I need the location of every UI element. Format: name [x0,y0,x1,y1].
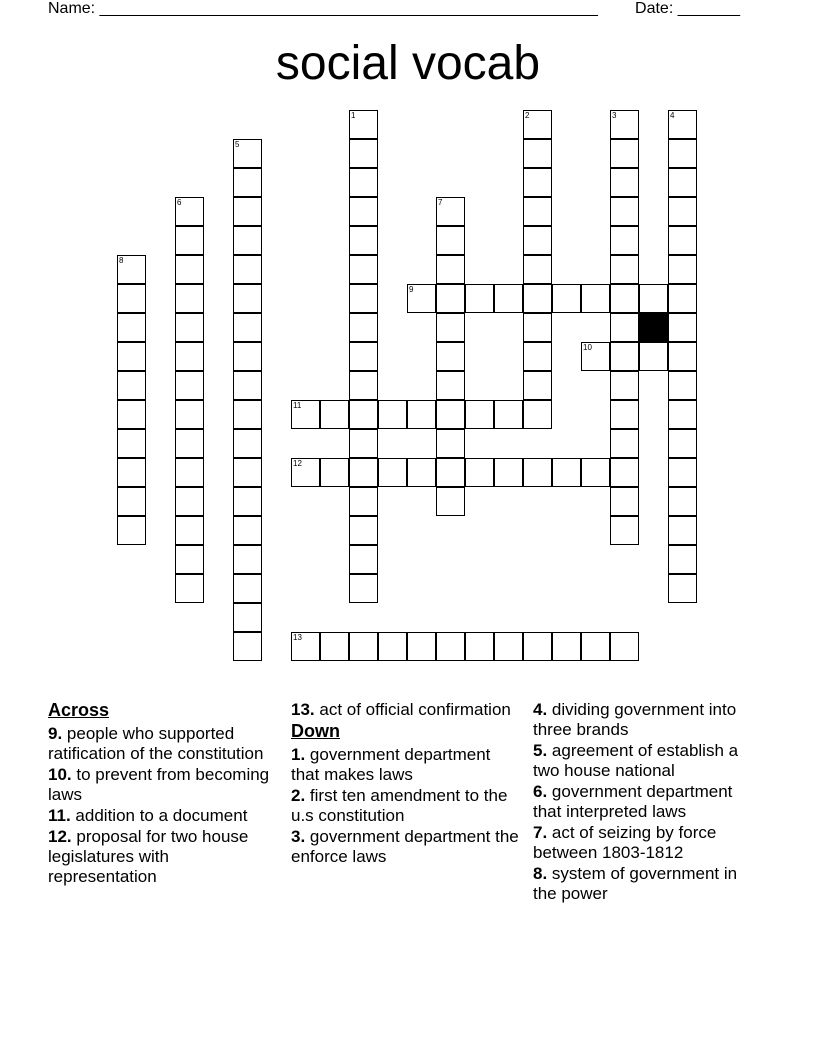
grid-cell[interactable] [465,458,494,487]
grid-cell[interactable] [407,400,436,429]
grid-cell[interactable] [291,632,320,661]
grid-cell[interactable] [436,197,465,226]
grid-cell[interactable] [523,226,552,255]
clue-number: 8. [533,864,548,883]
grid-cell[interactable] [233,632,262,661]
grid-cell[interactable] [610,516,639,545]
grid-cell[interactable] [436,226,465,255]
clue-number: 7. [533,823,548,842]
clue-number: 12. [48,827,72,846]
grid-cell[interactable] [349,226,378,255]
grid-cell[interactable] [349,342,378,371]
grid-cell[interactable] [233,400,262,429]
grid-cell[interactable] [552,458,581,487]
grid-cell[interactable] [233,545,262,574]
grid-cell[interactable] [668,168,697,197]
grid-cell[interactable] [668,516,697,545]
clue-text: first ten amendment to the u.s constitution [291,786,508,825]
grid-cell[interactable] [378,632,407,661]
grid-cell[interactable] [233,342,262,371]
clue-down-6 [533,782,761,822]
grid-cell[interactable] [523,197,552,226]
grid-cell[interactable] [175,313,204,342]
cell-number: 8 [119,256,124,265]
grid-cell[interactable] [668,313,697,342]
grid-cell[interactable] [523,371,552,400]
grid-cell[interactable] [581,342,610,371]
grid-cell[interactable] [523,313,552,342]
grid-cell[interactable] [407,632,436,661]
grid-cell[interactable] [610,458,639,487]
grid-cell[interactable] [639,284,668,313]
grid-cell[interactable] [523,255,552,284]
clue-text: system of government in the power [533,864,738,903]
cell-number: 1 [351,111,356,120]
grid-cell[interactable] [581,632,610,661]
grid-cell[interactable] [117,255,146,284]
clue-number: 9. [48,724,63,743]
grid-cell[interactable] [436,487,465,516]
grid-cell[interactable] [233,574,262,603]
grid-cell[interactable] [465,400,494,429]
grid-cell[interactable] [494,632,523,661]
grid-cell[interactable] [117,313,146,342]
grid-cell[interactable] [610,226,639,255]
grid-cell[interactable] [494,458,523,487]
clue-down-5 [533,741,761,781]
grid-cell[interactable] [117,458,146,487]
clue-down-1 [291,745,519,785]
grid-cell[interactable] [668,574,697,603]
grid-cell[interactable] [117,342,146,371]
clue-number: 2. [291,786,306,805]
page-title: social vocab [275,37,541,90]
grid-cell[interactable] [407,458,436,487]
grid-cell[interactable] [668,226,697,255]
cell-number: 5 [235,140,240,149]
grid-cell[interactable] [117,400,146,429]
clue-text: act of seizing by force between 1803-1812 [533,823,717,862]
grid-cell[interactable] [175,342,204,371]
grid-cell[interactable] [610,284,639,313]
clue-number: 3. [291,827,306,846]
grid-cell[interactable] [349,516,378,545]
grid-cell[interactable] [523,400,552,429]
grid-cell[interactable] [523,342,552,371]
cell-number: 10 [583,343,592,352]
grid-cell[interactable] [494,284,523,313]
black-cell [639,313,668,342]
across-heading: Across [48,700,110,720]
grid-cell[interactable] [668,284,697,313]
grid-cell[interactable] [668,371,697,400]
grid-cell[interactable] [349,313,378,342]
grid-cell[interactable] [117,371,146,400]
grid-cell[interactable] [436,371,465,400]
grid-cell[interactable] [233,284,262,313]
cell-number: 11 [293,401,302,410]
grid-cell[interactable] [175,487,204,516]
clue-down-2 [291,786,519,826]
clue-text: proposal for two house legislatures with representation [48,827,249,886]
grid-cell[interactable] [523,168,552,197]
clue-across-9 [48,724,276,764]
grid-cell[interactable] [117,284,146,313]
clue-text: dividing government into three brands [533,700,737,739]
down-heading: Down [291,721,340,741]
grid-cell[interactable] [320,400,349,429]
grid-cell[interactable] [233,429,262,458]
grid-cell[interactable] [668,400,697,429]
grid-cell[interactable] [291,458,320,487]
grid-cell[interactable] [349,632,378,661]
cell-number: 4 [670,111,675,120]
grid-cell[interactable] [610,139,639,168]
grid-cell[interactable] [523,284,552,313]
grid-cell[interactable] [175,371,204,400]
grid-cell[interactable] [233,371,262,400]
grid-cell[interactable] [349,487,378,516]
cell-number: 13 [293,633,302,642]
grid-cell[interactable] [668,429,697,458]
grid-cell[interactable] [320,458,349,487]
grid-cell[interactable] [668,458,697,487]
grid-cell[interactable] [349,255,378,284]
grid-cell[interactable] [175,255,204,284]
grid-cell[interactable] [436,458,465,487]
clue-across-13 [291,700,519,720]
clues-column-2 [291,700,519,868]
cell-number: 3 [612,111,617,120]
grid-cell[interactable] [436,255,465,284]
grid-cell[interactable] [610,371,639,400]
grid-cell[interactable] [494,400,523,429]
cell-number: 12 [293,459,302,468]
grid-cell[interactable] [436,400,465,429]
date-field-label[interactable]: Date: _______ [635,0,740,17]
grid-cell[interactable] [668,110,697,139]
clue-across-10 [48,765,276,805]
cell-number: 6 [177,198,182,207]
clue-number: 4. [533,700,548,719]
grid-cell[interactable] [465,284,494,313]
grid-cell[interactable] [233,313,262,342]
grid-cell[interactable] [291,400,320,429]
name-field-label[interactable]: Name: ________________________________________________________ [48,0,598,17]
grid-cell[interactable] [436,429,465,458]
clue-text: act of official confirmation [314,700,511,719]
grid-cell[interactable] [349,400,378,429]
grid-cell[interactable] [668,255,697,284]
clue-number: 6. [533,782,548,801]
grid-cell[interactable] [378,458,407,487]
grid-cell[interactable] [610,342,639,371]
grid-cell[interactable] [523,458,552,487]
grid-cell[interactable] [175,516,204,545]
clue-number: 5. [533,741,548,760]
grid-cell[interactable] [233,255,262,284]
grid-cell[interactable] [378,400,407,429]
grid-cell[interactable] [175,458,204,487]
clue-across-11 [48,806,276,826]
grid-cell[interactable] [175,545,204,574]
grid-cell[interactable] [349,197,378,226]
grid-cell[interactable] [175,197,204,226]
clue-number: 10. [48,765,72,784]
grid-cell[interactable] [117,487,146,516]
grid-cell[interactable] [581,458,610,487]
clues-column-3 [533,700,761,905]
grid-cell[interactable] [175,574,204,603]
grid-cell[interactable] [349,110,378,139]
grid-cell[interactable] [233,487,262,516]
grid-cell[interactable] [233,139,262,168]
grid-cell[interactable] [668,342,697,371]
grid-cell[interactable] [552,284,581,313]
grid-cell[interactable] [117,516,146,545]
clue-text: government department that makes laws [291,745,491,784]
clue-number: 11. [48,806,71,825]
grid-cell[interactable] [465,632,494,661]
grid-cell[interactable] [552,632,581,661]
grid-cell[interactable] [523,139,552,168]
grid-cell[interactable] [436,313,465,342]
clue-down-7 [533,823,761,863]
clue-text: addition to a document [70,806,248,825]
clue-down-4 [533,700,761,740]
grid-cell[interactable] [610,400,639,429]
grid-cell[interactable] [407,284,436,313]
grid-cell[interactable] [175,284,204,313]
clue-text: government department that interpreted laws [533,782,733,821]
grid-cell[interactable] [349,284,378,313]
grid-cell[interactable] [668,197,697,226]
grid-cell[interactable] [233,603,262,632]
grid-cell[interactable] [233,516,262,545]
grid-cell[interactable] [233,458,262,487]
clue-text: agreement of establish a two house national [533,741,739,780]
grid-cell[interactable] [610,313,639,342]
grid-cell[interactable] [233,226,262,255]
grid-cell[interactable] [349,545,378,574]
grid-cell[interactable] [117,429,146,458]
clue-text: to prevent from becoming laws [48,765,270,804]
grid-cell[interactable] [233,197,262,226]
grid-cell[interactable] [610,255,639,284]
cell-number: 2 [525,111,530,120]
grid-cell[interactable] [349,371,378,400]
grid-cell[interactable] [175,226,204,255]
grid-cell[interactable] [349,458,378,487]
grid-cell[interactable] [175,429,204,458]
grid-cell[interactable] [523,632,552,661]
grid-cell[interactable] [349,574,378,603]
clues-column-1 [48,700,276,888]
clue-down-8 [533,864,761,904]
grid-cell[interactable] [349,429,378,458]
grid-cell[interactable] [349,168,378,197]
grid-cell[interactable] [436,284,465,313]
cell-number: 9 [409,285,414,294]
grid-cell[interactable] [610,429,639,458]
clue-text: people who supported ratification of the constitution [48,724,264,763]
grid-cell[interactable] [668,545,697,574]
clue-across-12 [48,827,276,887]
cell-number: 7 [438,198,443,207]
grid-cell[interactable] [175,400,204,429]
grid-cell[interactable] [233,168,262,197]
clue-text: government department the enforce laws [291,827,519,866]
grid-cell[interactable] [610,168,639,197]
grid-cell[interactable] [639,342,668,371]
grid-cell[interactable] [436,342,465,371]
clue-down-3 [291,827,519,867]
grid-cell[interactable] [523,110,552,139]
grid-cell[interactable] [436,632,465,661]
grid-cell[interactable] [610,632,639,661]
grid-cell[interactable] [610,487,639,516]
grid-cell[interactable] [610,110,639,139]
grid-cell[interactable] [320,632,349,661]
grid-cell[interactable] [668,487,697,516]
clue-number: 13. [291,700,315,719]
grid-cell[interactable] [581,284,610,313]
grid-cell[interactable] [668,139,697,168]
grid-cell[interactable] [610,197,639,226]
clue-number: 1. [291,745,306,764]
grid-cell[interactable] [349,139,378,168]
